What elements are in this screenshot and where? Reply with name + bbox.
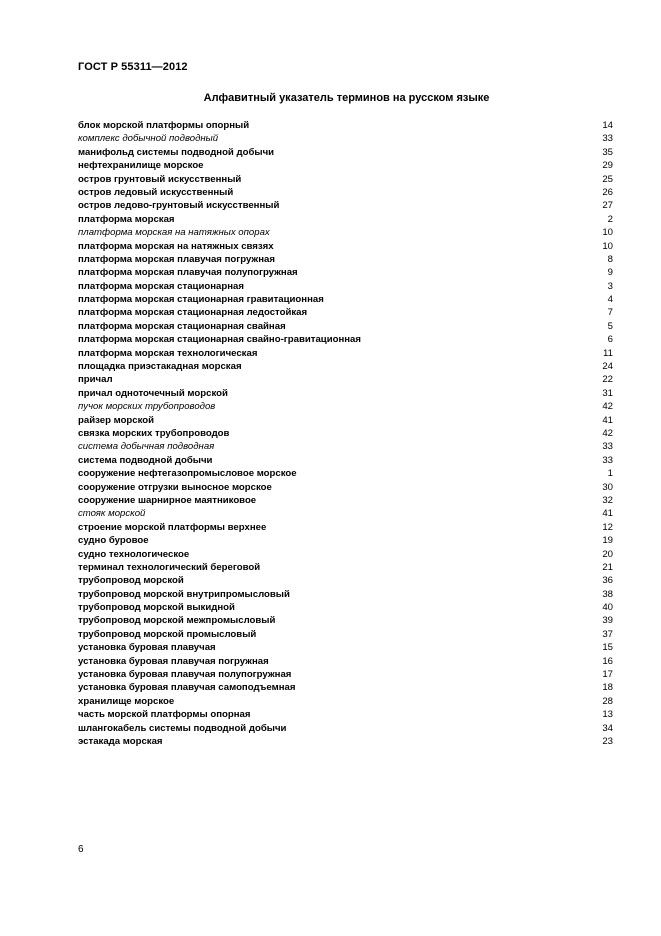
index-entry-term: сооружение шарнирное маятниковое bbox=[78, 494, 257, 506]
index-entry-number: 8 bbox=[607, 253, 613, 265]
index-entry bbox=[78, 427, 613, 440]
index-entry-number: 40 bbox=[602, 602, 613, 614]
index-entry bbox=[78, 614, 613, 627]
index-entry-number: 29 bbox=[602, 160, 613, 172]
index-entry-term: причал одноточечный морской bbox=[78, 387, 228, 399]
index-entry-term: платформа морская на натяжных связях bbox=[78, 240, 274, 252]
index-entry-number: 10 bbox=[602, 240, 613, 252]
index-entry-number: 23 bbox=[602, 735, 613, 747]
index-entry-term: площадка приэстакадная морская bbox=[78, 361, 242, 373]
index-entry bbox=[78, 213, 613, 226]
index-entry-number: 34 bbox=[602, 722, 613, 734]
index-entry bbox=[78, 548, 613, 561]
index-entry bbox=[78, 708, 613, 721]
index-entry-term: платформа морская плавучая погружная bbox=[78, 253, 275, 265]
index-entry-term: остров ледово-грунтовый искусственный bbox=[78, 200, 280, 212]
index-entry-number: 33 bbox=[602, 454, 613, 466]
index-entry-number: 27 bbox=[602, 200, 613, 212]
index-entry-term: платформа морская плавучая полупогружная bbox=[78, 267, 298, 279]
index-entry-term: платформа морская стационарная свайная bbox=[78, 320, 286, 332]
index-entry-number: 28 bbox=[602, 695, 613, 707]
index-entry bbox=[78, 240, 613, 253]
index-entry bbox=[78, 333, 613, 346]
index-entry bbox=[78, 400, 613, 413]
index-entry-number: 31 bbox=[602, 387, 613, 399]
index-entry bbox=[78, 521, 613, 534]
index-entry-number: 20 bbox=[602, 548, 613, 560]
index-entry-term: эстакада морская bbox=[78, 735, 163, 747]
index-entry-term: установка буровая плавучая bbox=[78, 642, 216, 654]
index-entry-number: 7 bbox=[607, 307, 613, 319]
index-entry-term: трубопровод морской bbox=[78, 575, 184, 587]
index-entry-term: судно технологическое bbox=[78, 548, 190, 560]
index-entry bbox=[78, 467, 613, 480]
index-entry-number: 36 bbox=[602, 575, 613, 587]
index-entry-term: платформа морская технологическая bbox=[78, 347, 258, 359]
index-entry-number: 21 bbox=[602, 561, 613, 573]
index-entry-term: райзер морской bbox=[78, 414, 155, 426]
index-entry bbox=[78, 119, 613, 132]
index-entry bbox=[78, 668, 613, 681]
index-entry-term: платформа морская bbox=[78, 213, 175, 225]
index-entry-number: 16 bbox=[602, 655, 613, 667]
index-entry bbox=[78, 414, 613, 427]
term-index-list bbox=[78, 119, 613, 748]
index-entry bbox=[78, 628, 613, 641]
index-entry-term: часть морской платформы опорная bbox=[78, 709, 251, 721]
index-entry-term: остров ледовый искусственный bbox=[78, 186, 234, 198]
index-entry bbox=[78, 534, 613, 547]
index-entry bbox=[78, 253, 613, 266]
index-entry bbox=[78, 320, 613, 333]
index-entry bbox=[78, 373, 613, 386]
index-entry-number: 30 bbox=[602, 481, 613, 493]
index-entry-number: 19 bbox=[602, 535, 613, 547]
index-entry-number: 38 bbox=[602, 588, 613, 600]
index-entry bbox=[78, 601, 613, 614]
index-entry bbox=[78, 387, 613, 400]
index-entry-term: причал bbox=[78, 374, 113, 386]
index-entry bbox=[78, 280, 613, 293]
index-entry bbox=[78, 561, 613, 574]
index-entry-number: 24 bbox=[602, 361, 613, 373]
index-entry-term: система добычная подводная bbox=[78, 441, 215, 453]
index-entry-term: трубопровод морской промысловый bbox=[78, 628, 257, 640]
index-entry-term: платформа морская стационарная bbox=[78, 280, 244, 292]
index-entry-number: 32 bbox=[602, 494, 613, 506]
index-entry-term: платформа морская стационарная свайно-гравитационная bbox=[78, 334, 361, 346]
index-entry bbox=[78, 454, 613, 467]
index-entry-number: 11 bbox=[603, 347, 613, 359]
index-entry-number: 6 bbox=[607, 334, 613, 346]
index-entry-term: платформа морская стационарная ледостойкая bbox=[78, 307, 308, 319]
index-entry-term: трубопровод морской выкидной bbox=[78, 602, 235, 614]
index-entry bbox=[78, 588, 613, 601]
index-entry-number: 42 bbox=[602, 401, 613, 413]
index-entry-number: 9 bbox=[607, 267, 613, 279]
index-entry bbox=[78, 440, 613, 453]
index-entry-number: 3 bbox=[607, 280, 613, 292]
index-entry-term: связка морских трубопроводов bbox=[78, 427, 230, 439]
index-entry-number: 12 bbox=[602, 521, 613, 533]
index-entry bbox=[78, 507, 613, 520]
index-entry-number: 25 bbox=[602, 173, 613, 185]
index-entry bbox=[78, 641, 613, 654]
index-entry-number: 5 bbox=[607, 320, 613, 332]
index-entry bbox=[78, 226, 613, 239]
index-entry-term: установка буровая плавучая самоподъемная bbox=[78, 682, 296, 694]
index-entry-number: 39 bbox=[602, 615, 613, 627]
index-entry-number: 1 bbox=[607, 468, 613, 480]
index-entry bbox=[78, 132, 613, 145]
index-entry bbox=[78, 695, 613, 708]
index-entry bbox=[78, 681, 613, 694]
index-entry-term: система подводной добычи bbox=[78, 454, 213, 466]
index-entry bbox=[78, 146, 613, 159]
index-entry-term: строение морской платформы верхнее bbox=[78, 521, 267, 533]
index-entry-number: 10 bbox=[602, 227, 613, 239]
index-entry-number: 35 bbox=[602, 146, 613, 158]
index-entry-number: 14 bbox=[602, 120, 613, 131]
index-entry-term: сооружение нефтегазопромысловое морское bbox=[78, 468, 297, 480]
index-entry-term: судно буровое bbox=[78, 535, 149, 547]
index-title: Алфавитный указатель терминов на русском языке bbox=[203, 92, 490, 104]
index-entry bbox=[78, 360, 613, 373]
index-entry-term: шлангокабель системы подводной добычи bbox=[78, 722, 287, 734]
index-entry bbox=[78, 293, 613, 306]
index-entry bbox=[78, 186, 613, 199]
document-header: ГОСТ Р 55311—2012 bbox=[78, 61, 188, 73]
index-entry-term: блок морской платформы опорный bbox=[78, 120, 250, 131]
page-number: 6 bbox=[78, 844, 84, 855]
index-entry-number: 41 bbox=[602, 508, 613, 520]
index-entry-number: 15 bbox=[602, 642, 613, 654]
index-entry bbox=[78, 173, 613, 186]
index-entry bbox=[78, 159, 613, 172]
index-entry-term: платформа морская на натяжных опорах bbox=[78, 227, 270, 239]
index-entry bbox=[78, 199, 613, 212]
index-entry-number: 18 bbox=[602, 682, 613, 694]
index-entry-number: 37 bbox=[602, 628, 613, 640]
index-entry-term: установка буровая плавучая полупогружная bbox=[78, 669, 292, 681]
index-entry-number: 13 bbox=[602, 709, 613, 721]
index-entry bbox=[78, 655, 613, 668]
index-entry bbox=[78, 722, 613, 735]
index-entry-number: 33 bbox=[602, 441, 613, 453]
index-entry-number: 42 bbox=[602, 427, 613, 439]
index-entry-term: пучок морских трубопроводов bbox=[78, 401, 216, 413]
index-entry-number: 41 bbox=[602, 414, 613, 426]
index-entry-number: 17 bbox=[602, 669, 613, 681]
index-entry-term: манифольд системы подводной добычи bbox=[78, 146, 275, 158]
index-entry-term: сооружение отгрузки выносное морское bbox=[78, 481, 272, 493]
index-entry-number: 26 bbox=[602, 186, 613, 198]
index-entry-term: платформа морская стационарная гравитационная bbox=[78, 294, 324, 306]
index-entry bbox=[78, 481, 613, 494]
index-entry-term: нефтехранилище морское bbox=[78, 160, 204, 172]
index-entry bbox=[78, 306, 613, 319]
index-entry-term: трубопровод морской внутрипромысловый bbox=[78, 588, 290, 600]
index-entry bbox=[78, 574, 613, 587]
index-entry-term: хранилище морское bbox=[78, 695, 175, 707]
index-entry-term: комплекс добычной подводный bbox=[78, 133, 219, 145]
index-entry-number: 33 bbox=[602, 133, 613, 145]
index-entry bbox=[78, 494, 613, 507]
index-entry bbox=[78, 735, 613, 748]
index-entry bbox=[78, 347, 613, 360]
index-entry-term: остров грунтовый искусственный bbox=[78, 173, 242, 185]
index-entry-term: установка буровая плавучая погружная bbox=[78, 655, 269, 667]
index-entry bbox=[78, 266, 613, 279]
index-entry-term: терминал технологический береговой bbox=[78, 561, 261, 573]
index-entry-number: 4 bbox=[607, 294, 613, 306]
index-entry-number: 22 bbox=[602, 374, 613, 386]
index-entry-term: трубопровод морской межпромысловый bbox=[78, 615, 276, 627]
index-entry-number: 2 bbox=[607, 213, 613, 225]
index-entry-term: стояк морской bbox=[78, 508, 146, 520]
